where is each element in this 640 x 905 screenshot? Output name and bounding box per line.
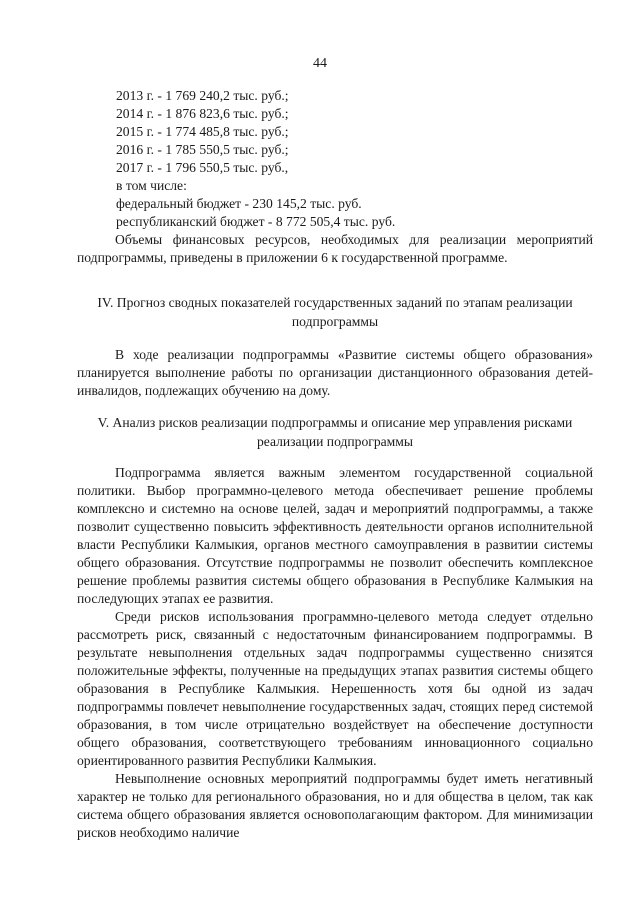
- funding-republic: республиканский бюджет - 8 772 505,4 тыс. руб.: [116, 214, 396, 229]
- section-5-body: [77, 464, 593, 842]
- funding-year-2013: 2013 г. - 1 769 240,2 тыс. руб.;: [116, 88, 289, 103]
- funding-year-2017: 2017 г. - 1 796 550,5 тыс. руб.,: [116, 160, 289, 175]
- section-4-title: IV. Прогноз сводных показателей государственных заданий по этапам реализации подпрограммы: [97, 295, 573, 329]
- funding-year-2015: 2015 г. - 1 774 485,8 тыс. руб.;: [116, 124, 289, 139]
- page-number: 44: [313, 56, 327, 71]
- funding-including: в том числе:: [116, 178, 187, 193]
- section-5-paragraph-3: Невыполнение основных мероприятий подпрограммы будет иметь негативный характер не только для регионального образования, но и для общества в целом, так как система общего образования является основополагающим фактором. Для минимизации рисков необходимо наличие: [77, 771, 593, 840]
- volumes-paragraph: Объемы финансовых ресурсов, необходимых для реализации мероприятий подпрограммы, приведены в приложении 6 к государственной программе.: [77, 232, 593, 265]
- funding-list: [77, 87, 593, 267]
- funding-year-2014: 2014 г. - 1 876 823,6 тыс. руб.;: [116, 106, 289, 121]
- section-4-paragraph: В ходе реализации подпрограммы «Развитие системы общего образования» планируется выполнение работы по организации дистанционного образования детей-инвалидов, подлежащих обучению на дому.: [77, 347, 593, 398]
- funding-federal: федеральный бюджет - 230 145,2 тыс. руб.: [116, 196, 362, 211]
- section-5-paragraph-2: Среди рисков использования программно-целевого метода следует отдельно рассмотреть риск, связанный с недостаточным финансированием подпрограммы. В результате невыполнения отдельных задач подпрограммы существенно снизятся положительные эффекты, полученные на предыдущих этапах развития системы общего образования в Республике Калмыкия. Нерешенность хотя бы одной из задач подпрограммы повлечет невыполнение государственных задач, стоящих перед системой образования, в том числе отрицательно воздействует на обеспечение доступности общего образования, соответствующего требованиям инновационного социально ориентированного развития Республики Калмыкия.: [77, 609, 593, 768]
- funding-year-2016: 2016 г. - 1 785 550,5 тыс. руб.;: [116, 142, 289, 157]
- section-5-paragraph-1: Подпрограмма является важным элементом государственной социальной политики. Выбор программно-целевого метода обеспечивает решение проблемы комплексно и системно на основе целей, задач и мероприятий подпрограммы, а также позволит существенно повысить эффективность деятельности органов исполнительной власти Республики Калмыкия, органов местного самоуправления в развитии системы общего образования. Отсутствие подпрограммы не позволит обеспечить комплексное решение проблемы развития системы общего образования в Республике Калмыкия на последующих этапах ее развития.: [77, 465, 593, 606]
- section-5-title: V. Анализ рисков реализации подпрограммы и описание мер управления рисками реализации подпрограммы: [97, 415, 573, 449]
